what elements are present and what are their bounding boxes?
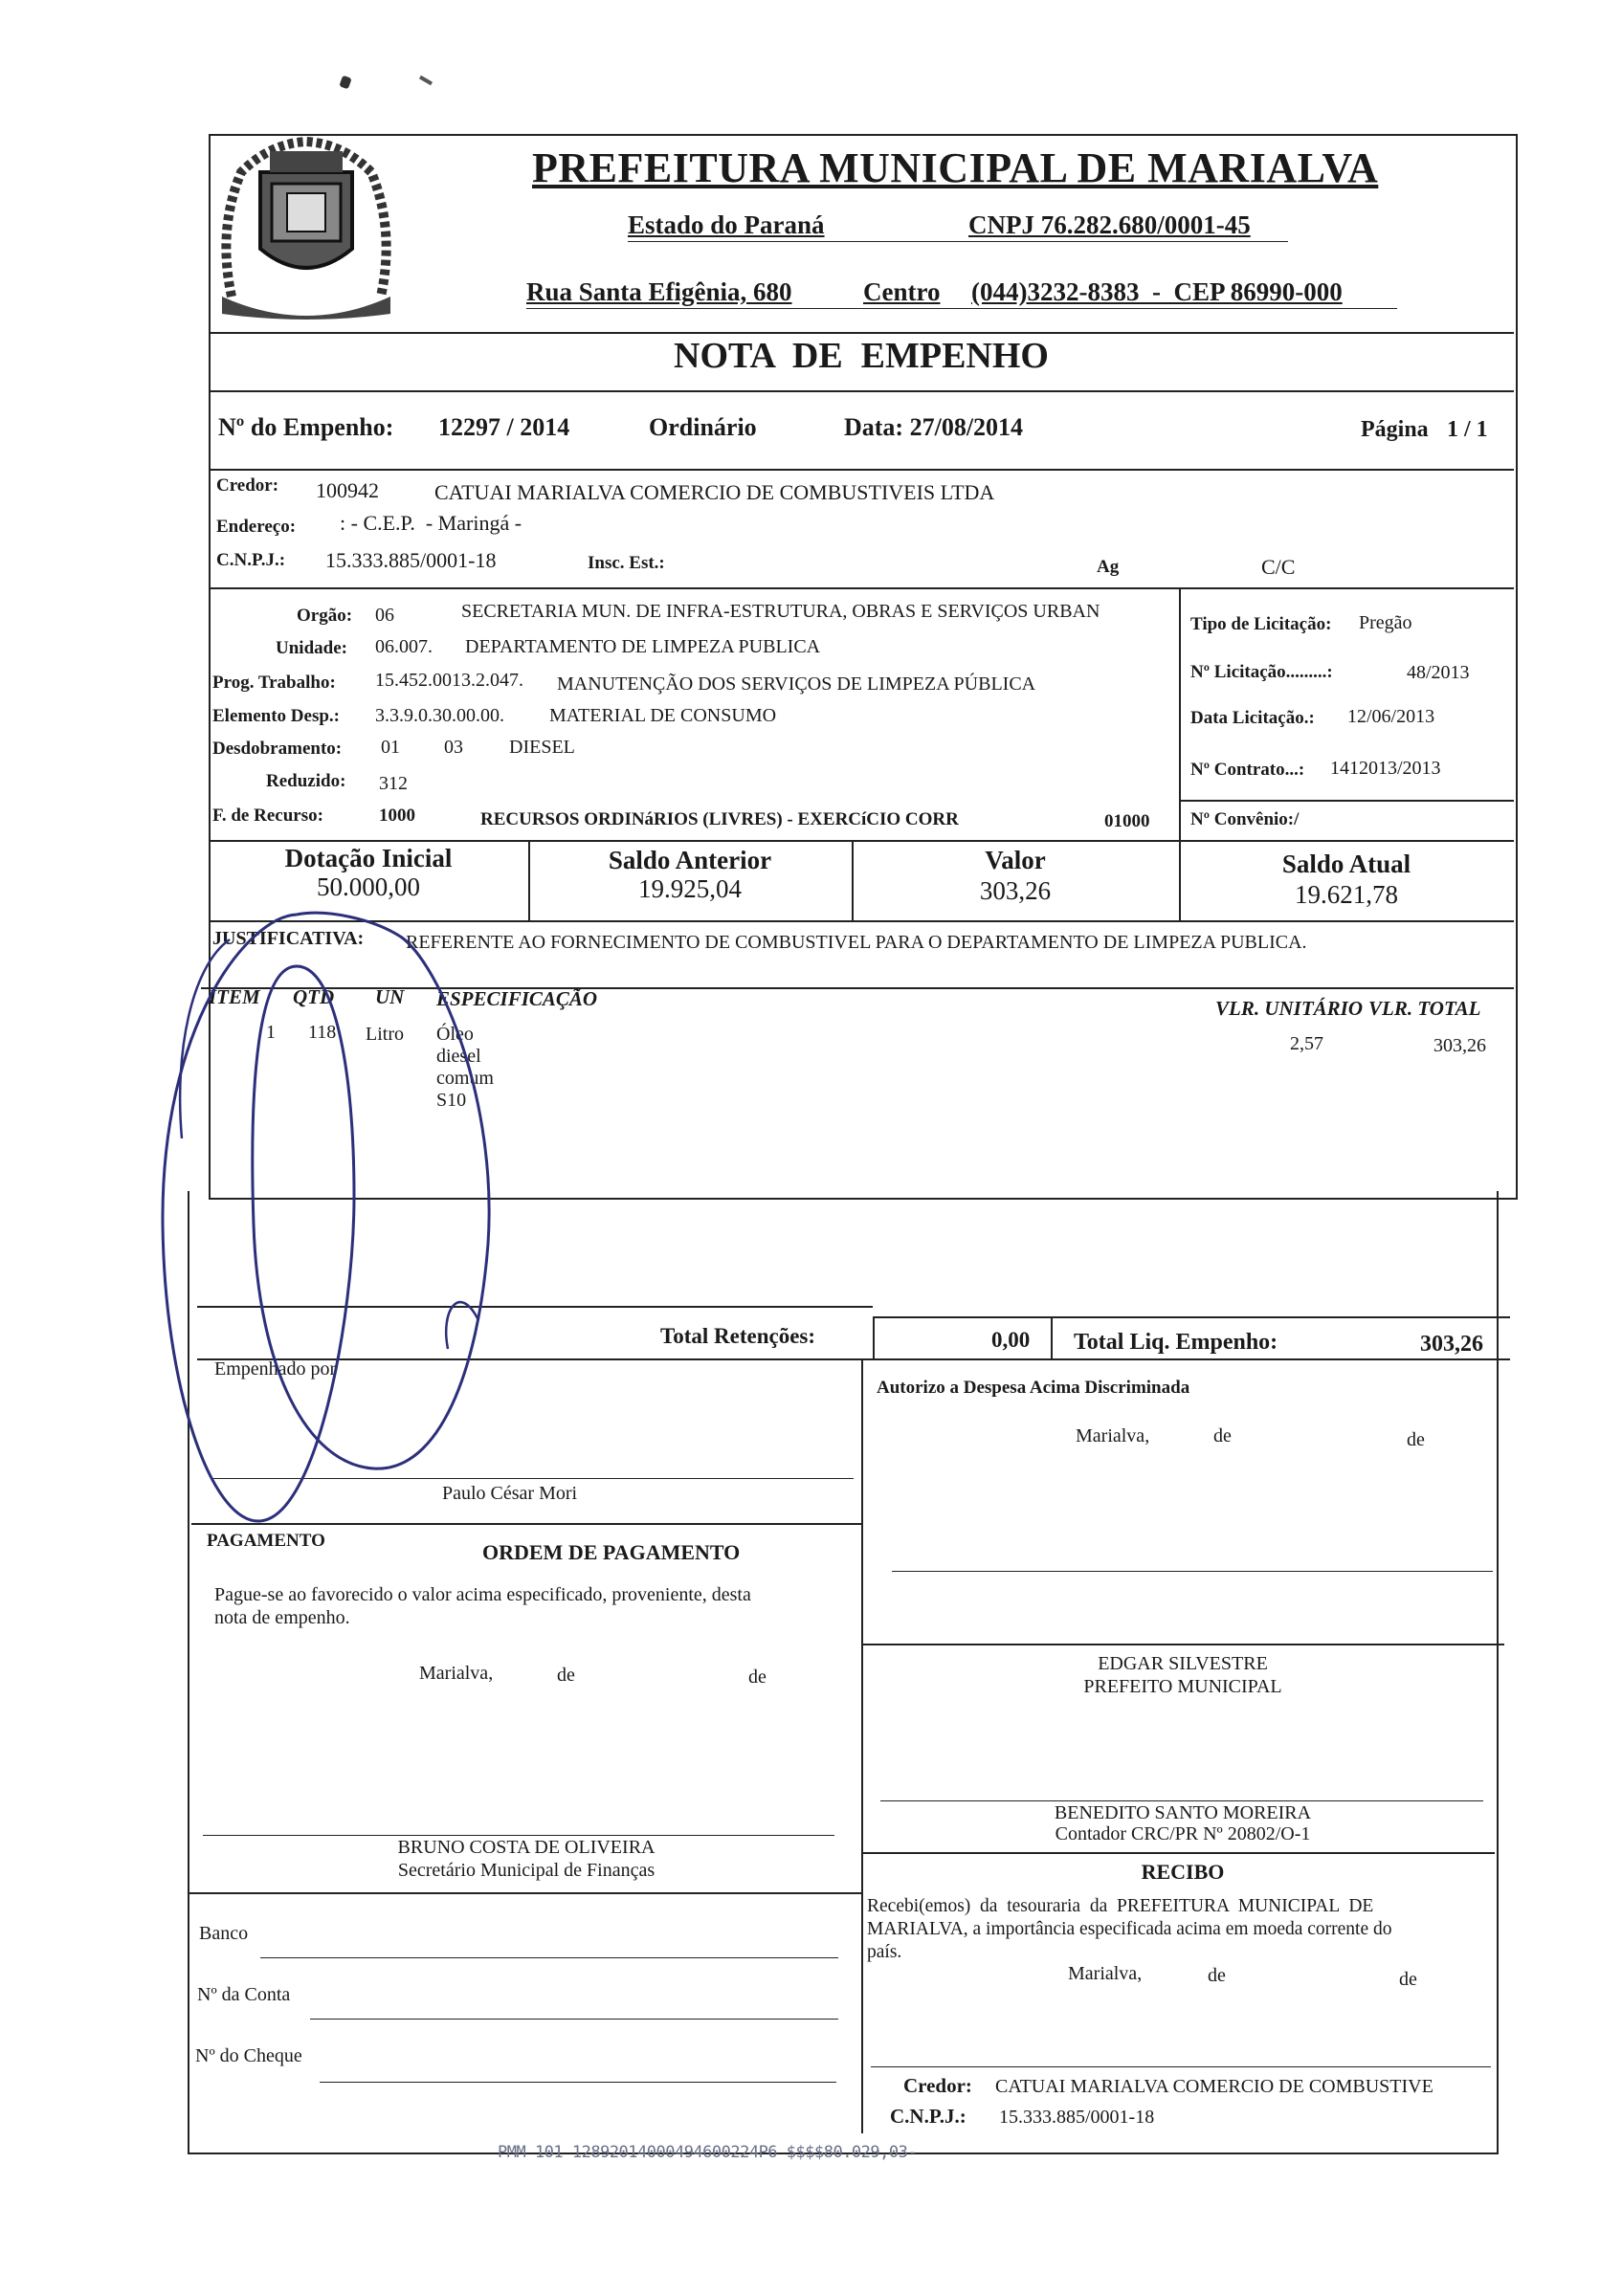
empenhado-label: Empenhado por bbox=[214, 1358, 337, 1380]
ag-label: Ag bbox=[1097, 557, 1120, 577]
col-especificacao: ESPECIFICAÇÃO bbox=[436, 987, 598, 1010]
recibo-cnpj: 15.333.885/0001-18 bbox=[999, 2107, 1155, 2128]
secretario-name: BRUNO COSTA DE OLIVEIRA bbox=[397, 1837, 656, 1858]
recibo-credor: CATUAI MARIALVA COMERCIO DE COMBUSTIVE bbox=[995, 2076, 1433, 2097]
cc-label: C/C bbox=[1261, 555, 1296, 579]
autorizo-de2: de bbox=[1407, 1429, 1425, 1450]
pagamento-text-1: Pague-se ao favorecido o valor acima especificado, proveniente, desta bbox=[214, 1584, 751, 1605]
orgao-code: 06 bbox=[375, 605, 394, 626]
recibo-text-2: MARIALVA, a importância especificada acima em moeda corrente do bbox=[867, 1919, 1392, 1939]
municipal-seal-icon bbox=[212, 134, 400, 325]
recibo-credor-label: Credor: bbox=[903, 2074, 972, 2097]
credor-code: 100942 bbox=[316, 478, 379, 502]
credor-label: Credor: bbox=[216, 475, 279, 496]
empenho-type: Ordinário bbox=[649, 413, 757, 441]
orgao-label: Orgão: bbox=[297, 606, 353, 626]
pagamento-de1: de bbox=[557, 1665, 575, 1686]
autorizo-place: Marialva, bbox=[1076, 1425, 1150, 1446]
banco-label: Banco bbox=[199, 1923, 249, 1944]
contador-role: Contador CRC/PR Nº 20802/O-1 bbox=[1055, 1823, 1311, 1844]
autorizo-label: Autorizo a Despesa Acima Discriminada bbox=[877, 1378, 1190, 1398]
elemento-label: Elemento Desp.: bbox=[212, 706, 340, 726]
scan-smudge bbox=[339, 76, 352, 90]
row-vlr-unitario: 2,57 bbox=[1290, 1033, 1323, 1054]
prefeito-role: PREFEITO MUNICIPAL bbox=[1083, 1676, 1282, 1697]
unidade-label: Unidade: bbox=[276, 638, 347, 658]
contador-name: BENEDITO SANTO MOREIRA bbox=[1054, 1802, 1312, 1823]
orgao-name: SECRETARIA MUN. DE INFRA-ESTRUTURA, OBRAS E SERVIÇOS URBAN bbox=[461, 601, 1100, 622]
row-un: Litro bbox=[366, 1024, 404, 1045]
valor-value: 303,26 bbox=[979, 876, 1052, 905]
empenho-number-label: Nº do Empenho: bbox=[218, 413, 394, 441]
col-item: ITEM bbox=[209, 985, 260, 1008]
dotacao-value: 50.000,00 bbox=[317, 872, 420, 901]
contrato-label: Nº Contrato...: bbox=[1190, 760, 1305, 780]
credor-address: : - C.E.P. - Maringá - bbox=[340, 511, 522, 535]
desdobramento-label: Desdobramento: bbox=[212, 739, 343, 759]
contrato-number: 1412013/2013 bbox=[1330, 758, 1441, 779]
pagamento-de2: de bbox=[748, 1667, 767, 1688]
data-licitacao: 12/06/2013 bbox=[1347, 706, 1435, 727]
saldo-atual-label: Saldo Atual bbox=[1281, 850, 1411, 878]
pagamento-label: PAGAMENTO bbox=[207, 1531, 325, 1551]
recibo-place: Marialva, bbox=[1068, 1963, 1143, 1984]
desdobramento-b: 03 bbox=[444, 737, 463, 758]
cheque-label: Nº do Cheque bbox=[195, 2045, 302, 2066]
page-label: Página bbox=[1361, 417, 1429, 442]
credor-name: CATUAI MARIALVA COMERCIO DE COMBUSTIVEIS LTDA bbox=[434, 480, 995, 504]
credor-cnpj: 15.333.885/0001-18 bbox=[325, 548, 497, 572]
prog-code: 15.452.0013.2.047. bbox=[375, 670, 523, 691]
saldo-anterior-label: Saldo Anterior bbox=[608, 846, 772, 874]
reduzido-label: Reduzido: bbox=[266, 771, 346, 791]
prefeito-name: EDGAR SILVESTRE bbox=[1098, 1653, 1268, 1674]
recibo-text-1: Recebi(emos) da tesouraria da PREFEITURA MUNICIPAL DE bbox=[867, 1896, 1374, 1916]
empenho-number: 12297 / 2014 bbox=[438, 413, 570, 441]
total-liquido-label: Total Liq. Empenho: bbox=[1074, 1330, 1278, 1355]
header-phone-cep: (044)3232-8383 - CEP 86990-000 bbox=[971, 277, 1343, 306]
header-district: Centro bbox=[863, 277, 941, 306]
num-licitacao-label: Nº Licitação.........: bbox=[1190, 662, 1333, 682]
autorizo-de1: de bbox=[1213, 1425, 1232, 1446]
row-item: 1 bbox=[266, 1022, 276, 1043]
elemento-code: 3.3.9.0.30.00.00. bbox=[375, 705, 504, 726]
saldo-anterior-value: 19.925,04 bbox=[638, 874, 742, 903]
unidade-name: DEPARTAMENTO DE LIMPEZA PUBLICA bbox=[465, 636, 821, 657]
empenho-date: Data: 27/08/2014 bbox=[844, 413, 1024, 441]
dotacao-label: Dotação Inicial bbox=[284, 844, 453, 872]
scan-smudge bbox=[419, 76, 433, 85]
recibo-de1: de bbox=[1208, 1965, 1226, 1986]
col-vlr-unitario: VLR. UNITÁRIO bbox=[1215, 997, 1364, 1020]
footer-code: PMM 101 12892014000494600224P6 $$$$80.029,03- bbox=[498, 2143, 918, 2162]
data-licitacao-label: Data Licitação.: bbox=[1190, 708, 1315, 728]
row-vlr-total: 303,26 bbox=[1433, 1035, 1486, 1056]
desdobramento-a: 01 bbox=[381, 737, 400, 758]
fonte-name: RECURSOS ORDINáRIOS (LIVRES) - EXERCíCIO CORR bbox=[480, 809, 959, 829]
fonte-number: 01000 bbox=[1104, 811, 1150, 831]
secretario-role: Secretário Municipal de Finanças bbox=[397, 1860, 656, 1881]
recibo-de2: de bbox=[1399, 1969, 1417, 1990]
conta-label: Nº da Conta bbox=[197, 1984, 291, 2005]
header-cnpj: CNPJ 76.282.680/0001-45 bbox=[968, 210, 1251, 239]
insc-label: Insc. Est.: bbox=[588, 553, 665, 573]
state-label: Estado do Paraná bbox=[628, 210, 825, 239]
document-title: NOTA DE EMPENHO bbox=[674, 336, 1049, 376]
justificativa-label: JUSTIFICATIVA: bbox=[212, 928, 365, 949]
saldo-atual-value: 19.621,78 bbox=[1295, 880, 1398, 909]
fonte-label: F. de Recurso: bbox=[212, 806, 323, 826]
recibo-title: RECIBO bbox=[1141, 1860, 1225, 1884]
page-number: 1 / 1 bbox=[1447, 417, 1488, 442]
prog-name: MANUTENÇÃO DOS SERVIÇOS DE LIMPEZA PÚBLICA bbox=[557, 673, 1036, 695]
row-especificacao: Óleo diesel comum S10 bbox=[436, 1024, 494, 1111]
seal-text: MARIALVA bbox=[273, 297, 340, 312]
elemento-name: MATERIAL DE CONSUMO bbox=[549, 705, 777, 726]
col-qtd: QTD bbox=[293, 985, 335, 1008]
address-label: Endereço: bbox=[216, 517, 297, 537]
recibo-cnpj-label: C.N.P.J.: bbox=[890, 2105, 967, 2128]
cnpj-label: C.N.P.J.: bbox=[216, 550, 286, 570]
unidade-code: 06.007. bbox=[375, 636, 433, 657]
ordem-pagamento-title: ORDEM DE PAGAMENTO bbox=[482, 1540, 741, 1564]
page-title: PREFEITURA MUNICIPAL DE MARIALVA bbox=[532, 144, 1379, 191]
convenio-label: Nº Convênio:/ bbox=[1190, 809, 1300, 829]
recibo-text-3: país. bbox=[867, 1942, 902, 1962]
justificativa-text: REFERENTE AO FORNECIMENTO DE COMBUSTIVEL PARA O DEPARTAMENTO DE LIMPEZA PUBLICA. bbox=[406, 932, 1307, 953]
row-qtd: 118 bbox=[308, 1022, 337, 1043]
retencoes-value: 0,00 bbox=[991, 1328, 1031, 1352]
col-vlr-total: VLR. TOTAL bbox=[1368, 997, 1481, 1020]
valor-label: Valor bbox=[985, 846, 1046, 874]
pagamento-place: Marialva, bbox=[419, 1663, 494, 1684]
pagamento-text-2: nota de empenho. bbox=[214, 1607, 350, 1628]
reduzido-value: 312 bbox=[379, 773, 408, 794]
prog-label: Prog. Trabalho: bbox=[212, 673, 336, 693]
fonte-code: 1000 bbox=[379, 806, 415, 826]
col-un: UN bbox=[375, 985, 405, 1008]
retencoes-label: Total Retenções: bbox=[660, 1324, 816, 1348]
total-liquido-value: 303,26 bbox=[1420, 1332, 1483, 1357]
tipo-licitacao-label: Tipo de Licitação: bbox=[1190, 614, 1332, 634]
num-licitacao: 48/2013 bbox=[1407, 662, 1470, 683]
empenhado-name: Paulo César Mori bbox=[442, 1483, 578, 1504]
header-address: Rua Santa Efigênia, 680 bbox=[526, 277, 792, 306]
tipo-licitacao: Pregão bbox=[1359, 612, 1412, 633]
desdobramento-name: DIESEL bbox=[509, 737, 575, 758]
